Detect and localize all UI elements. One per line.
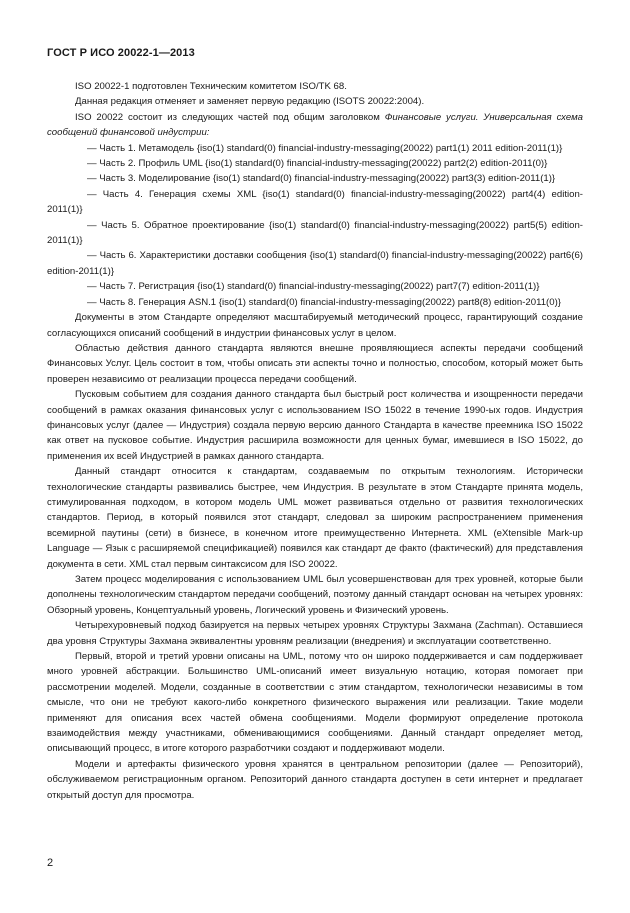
list-item: — Часть 1. Метамодель {iso(1) standard(0) financial-industry-messaging(20022) part1(1) 2011 edition-2011(1)} <box>87 142 563 154</box>
paragraph-text: ISO 20022 состоит из следующих частей под общим заголовком <box>75 111 385 123</box>
paragraph: Областью действия данного стандарта являются внешне проявляющиеся аспекты передачи сообщений Финансовых Услуг. Цель состоит в том, чтобы описать эти аспекты точно и полностью, способом, который может быть проверен независимо от реализации процесса передачи сообщений. <box>47 342 583 385</box>
paragraph: Данная редакция отменяет и заменяет первую редакцию (ISOTS 20022:2004). <box>75 96 425 108</box>
list-item: — Часть 4. Генерация схемы XML {iso(1) standard(0) financial-industry-messaging(20022) part4(4) edition-2011(1)} <box>47 188 583 216</box>
paragraph: Документы в этом Стандарте определяют масштабируемый методический процесс, гарантирующий создание согласующихся описаний сообщений в индустрии финансовых услуг в целом. <box>47 312 583 339</box>
paragraph: Данный стандарт относится к стандартам, создаваемым по открытым технологиям. Исторически технологические стандарты развивались быстрее, чем Индустрия. В результате в этом Стандарте принята модель, стимулированная подходом, в котором модель UML может развиваться отдельно от развития технологических стандартов. Период, в который появился этот стандарт, следовал за широким распространением применения всемирной паутины (сети) в бизнесе, в конечном итоге преимущественно Интернета. XML (eXtensible Mark-up Language — Язык с расширяемой спецификацией) появился как стандарт де факто (фактический) для представления документа в сети. XML стал первым синтаксисом для ISO 20022. <box>47 466 583 570</box>
page-number: 2 <box>47 857 54 869</box>
series-title: Финансовые услуги. Универсальная схема сообщений финансовой индустрии: <box>47 111 583 139</box>
paragraph: Затем процесс моделирования с использованием UML был усовершенствован для трех уровней, которые были дополнены технологическим стандартом передачи сообщений, поэтому данный стандарт основан на четырех уровнях: Обзорный уровень, Концептуальный уровень, Логический уровень и Физический уровень. <box>47 574 583 616</box>
paragraph: Четырехуровневый подход базируется на первых четырех уровнях Структуры Захмана (Zachman). Оставшиеся два уровня Структуры Захмана эквивалентны уровням реализации (внедрения) и эксплуатации соответственно. <box>47 620 583 647</box>
paragraph <box>47 110 583 141</box>
list-item: — Часть 2. Профиль UML {iso(1) standard(0) financial-industry-messaging(20022) part2(2) edition-2011(0)} <box>87 158 548 170</box>
paragraph: Первый, второй и третий уровни описаны на UML, потому что он широко поддерживается и сам поддерживает много уровней абстракции. Большинство UML-описаний имеет визуальную нотацию, которая помогает при рассмотрении моделей. Модели, созданные в соответствии с этим стандартом, технологически независимы в том смысле, что они не требуют какого-либо конкретного физического выражения или реализации. Такие модели применяют для описания всех частей обмена сообщениями. Модели формируют определение протокола взаимодействия между участниками, обменивающимися сообщениями. Данный стандарт определяет метод, описывающий процесс, в итоге которого разработчики создают и поддерживают модели. <box>47 651 583 755</box>
paragraph: Пусковым событием для создания данного стандарта был быстрый рост количества и изощренности передачи сообщений в рамках оказания финансовых услуг с использованием ISO 15022 в течение 1990-ых годов. Индустрия финансовых услуг (далее — Индустрия) создала первую версию данного Стандарта в качестве преемника ISO 15022 как ответ на пусковое событие. Индустрия расширила возможности для ценных бумаг, имевшиеся в ISO 15022, до применения их всей Индустрией в рамках данного стандарта. <box>47 389 583 462</box>
list-item: — Часть 5. Обратное проектирование {iso(1) standard(0) financial-industry-messaging(20022) part5(5) edition-2011(1)} <box>47 219 583 247</box>
list-item: — Часть 6. Характеристики доставки сообщения {iso(1) standard(0) financial-industry-messaging(20022) part6(6) edition-2011(1)} <box>47 250 583 277</box>
paragraph: ISO 20022-1 подготовлен Техническим комитетом ISO/TK 68. <box>75 81 347 92</box>
list-item: — Часть 7. Регистрация {iso(1) standard(0) financial-industry-messaging(20022) part7(7) edition-2011(1)} <box>87 281 540 293</box>
list-item: — Часть 8. Генерация ASN.1 {iso(1) standard(0) financial-industry-messaging(20022) part8(8) edition-2011(0)} <box>87 296 561 308</box>
running-header: ГОСТ Р ИСО 20022-1—2013 <box>47 47 195 59</box>
document-body <box>47 79 583 803</box>
paragraph: Модели и артефакты физического уровня хранятся в центральном репозитории (далее — Репозиторий), обслуживаемом регистрационным органом. Репозиторий данного стандарта доступен в сети интернет и предлагает открытый доступ для просмотра. <box>47 758 583 801</box>
list-item: — Часть 3. Моделирование {iso(1) standard(0) financial-industry-messaging(20022) part3(3) edition-2011(1)} <box>87 173 556 185</box>
